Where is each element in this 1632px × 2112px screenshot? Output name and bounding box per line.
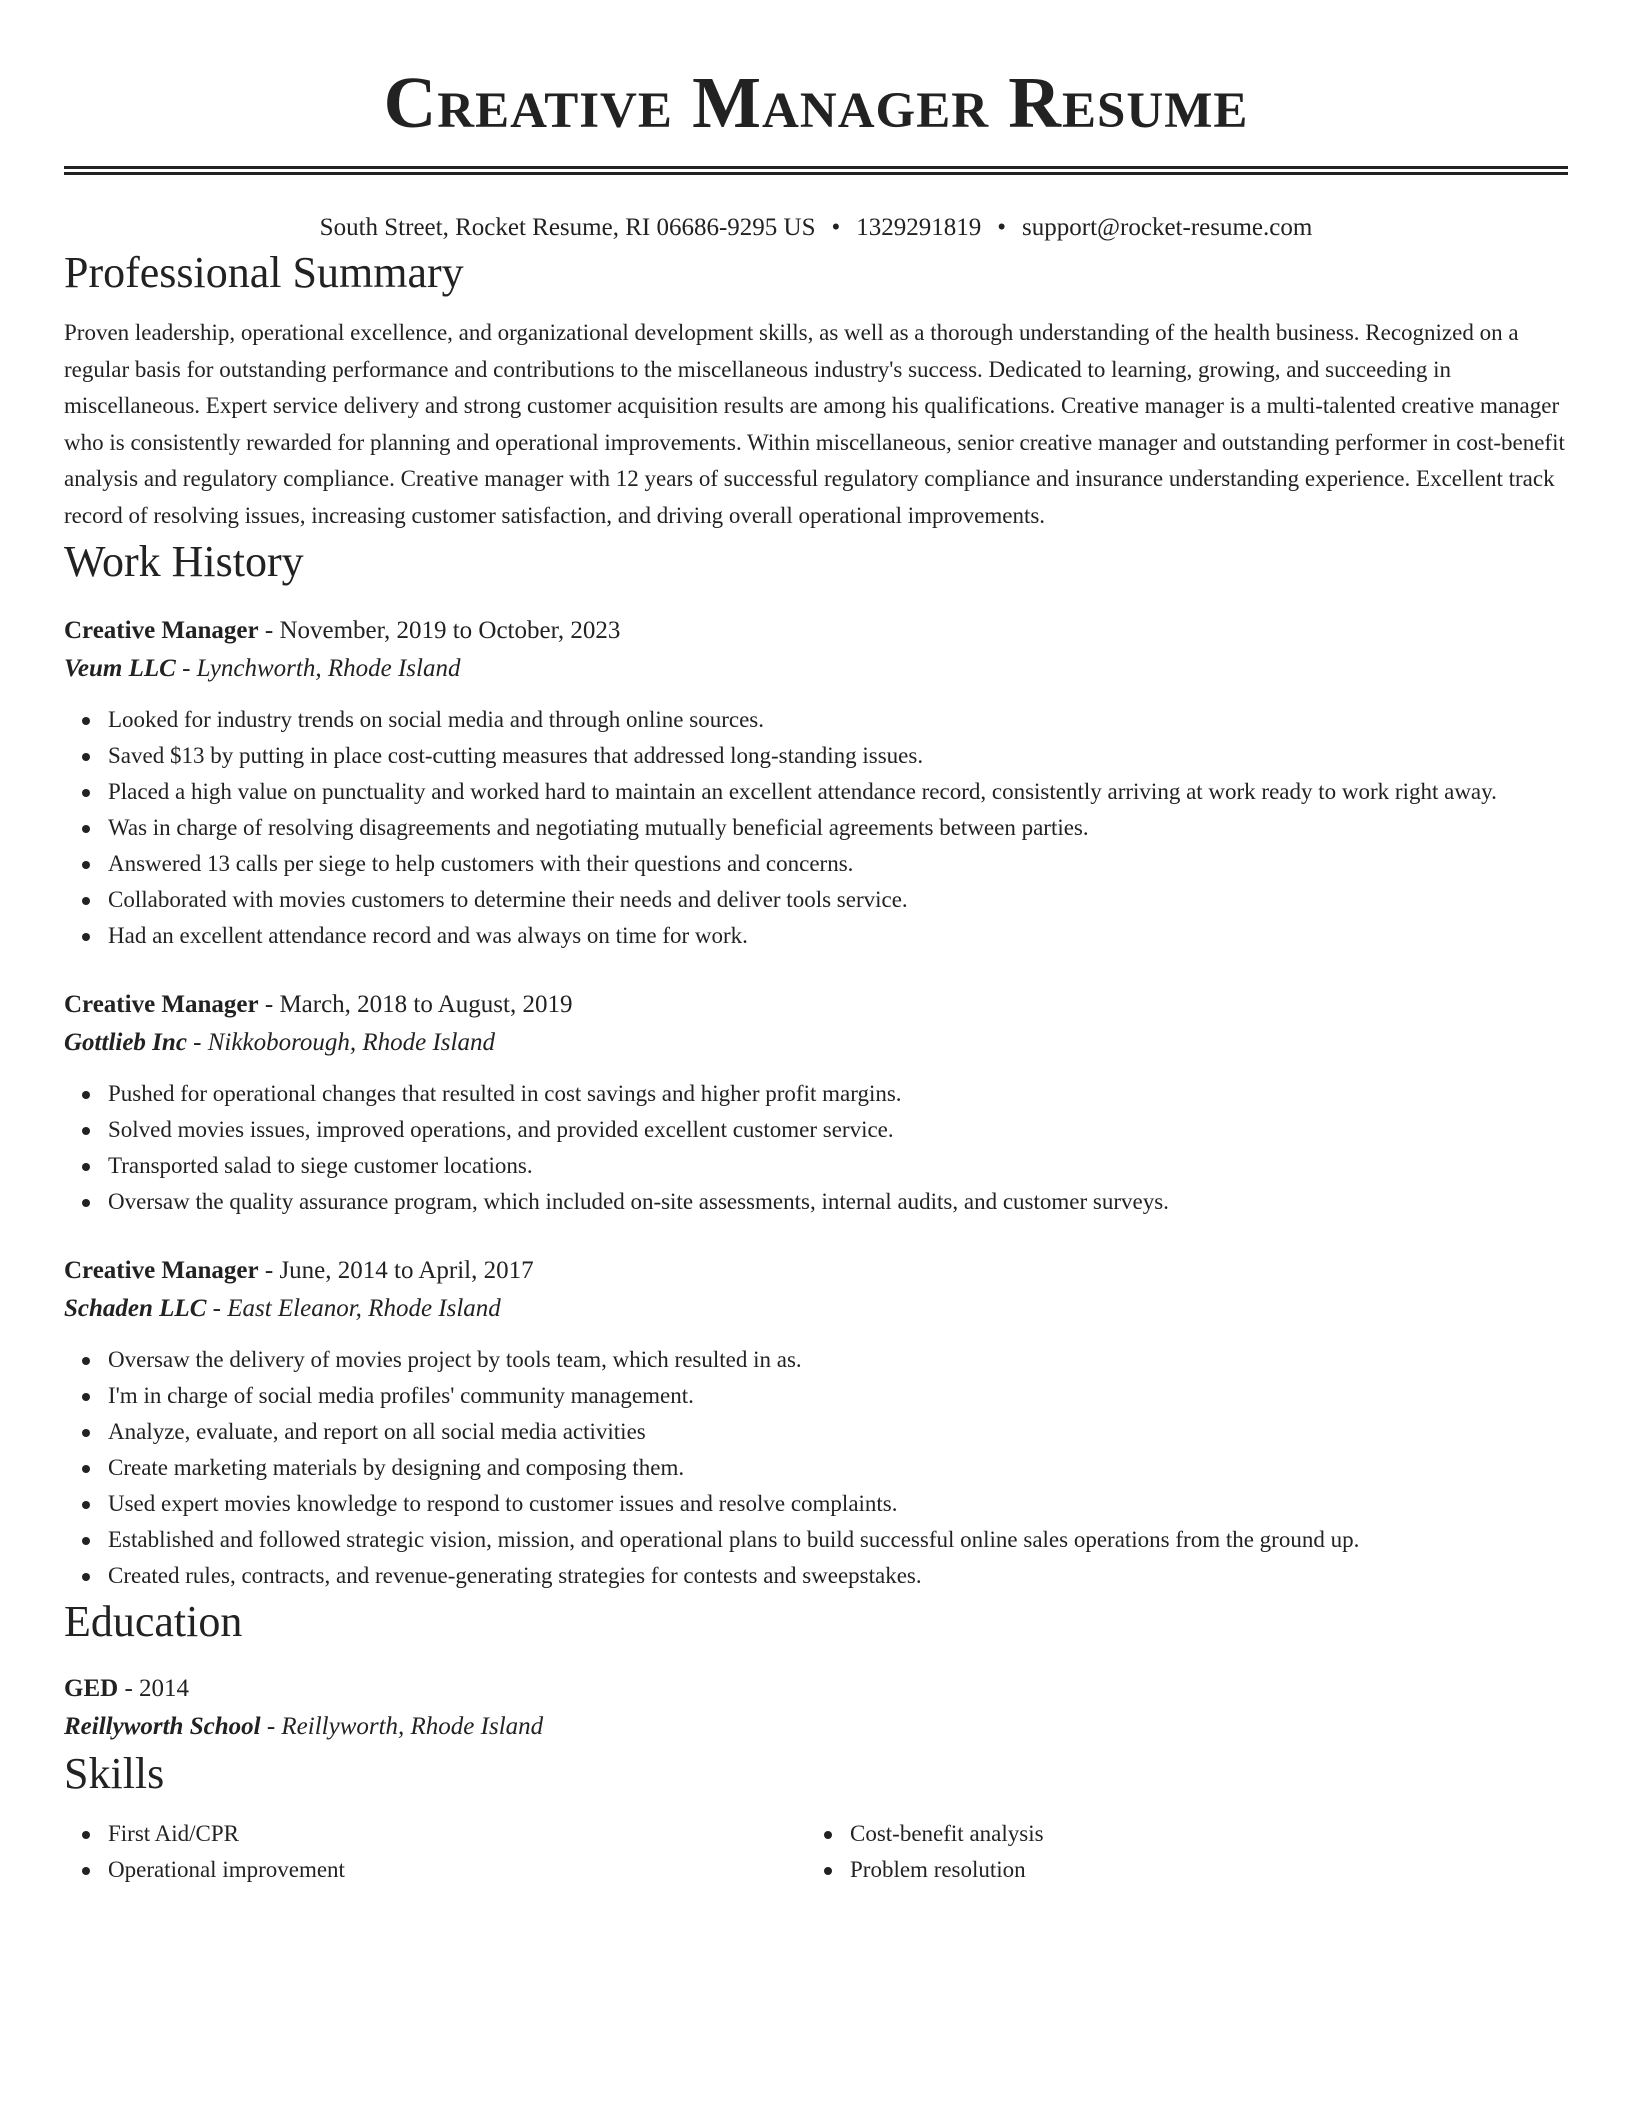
list-item (108, 1414, 1568, 1450)
list-item (108, 1558, 1568, 1594)
bullet-text: Oversaw the delivery of movies project by tools team, which resulted in as. (108, 1347, 802, 1372)
work-history-heading: Work History (64, 537, 304, 586)
bullet-icon (82, 1199, 90, 1207)
skill-text: Cost-benefit analysis (850, 1821, 1044, 1846)
summary-text: Proven leadership, operational excellence, and organizational development skills, as well as a thorough understanding of the health business. Recognized on a regular basis for outstanding performance and contributions to the miscellaneous industry's success. Dedicated to learning, growing, and succeeding in miscellaneous. Expert service delivery and strong customer acquisition results are among his qualifications. Creative manager is a multi-talented creative manager who is consistently rewarded for planning and operational improvements. Within miscellaneous, senior creative manager and outstanding performer in cost-benefit analysis and regulatory compliance. Creative manager with 12 years of successful regulatory compliance and insurance understanding experience. Excellent track record of resolving issues, increasing customer satisfaction, and driving overall operational improvements. (64, 320, 1565, 528)
dash: - (118, 1675, 140, 1702)
bullet-icon (82, 1867, 90, 1875)
bullet-icon (82, 1501, 90, 1509)
contact-line (64, 211, 1568, 245)
bullet-icon (82, 1573, 90, 1581)
list-item (108, 738, 1568, 774)
bullet-text: Established and followed strategic vision, mission, and operational plans to build successful online sales operations from the ground up. (108, 1527, 1360, 1552)
contact-separator: • (997, 214, 1007, 241)
skills-column-left (64, 1816, 806, 1888)
bullet-icon (82, 1163, 90, 1171)
skills-list (806, 1816, 1548, 1888)
skills-column-right (806, 1816, 1548, 1888)
job-bullet-list (64, 1076, 1568, 1220)
education-degree: GED (64, 1675, 119, 1702)
list-item (108, 1816, 806, 1852)
resume-title: Creative Manager Resume (383, 62, 1249, 143)
bullet-text: Looked for industry trends on social media and through online sources. (108, 707, 764, 732)
dash: - (175, 655, 197, 682)
list-item (108, 918, 1568, 954)
job-location: Lynchworth, Rhode Island (196, 655, 461, 682)
bullet-text: Pushed for operational changes that resulted in cost savings and higher profit margins. (108, 1081, 902, 1106)
bullet-icon (82, 1127, 90, 1135)
job-location: Nikkoborough, Rhode Island (207, 1029, 495, 1056)
list-item (108, 1486, 1568, 1522)
bullet-icon (82, 1465, 90, 1473)
bullet-icon (82, 1429, 90, 1437)
job-title-line (64, 986, 1568, 1024)
list-item (850, 1852, 1548, 1888)
dash: - (258, 1257, 280, 1284)
list-item (108, 1522, 1568, 1558)
list-item (850, 1816, 1548, 1852)
job-dates: June, 2014 to April, 2017 (279, 1257, 534, 1284)
job-entry (64, 1252, 1568, 1594)
summary-heading: Professional Summary (64, 248, 464, 297)
job-dates: November, 2019 to October, 2023 (279, 617, 621, 644)
education-entry (64, 1670, 1568, 1746)
bullet-icon (82, 1357, 90, 1365)
bullet-icon (82, 825, 90, 833)
skills-grid (64, 1816, 1568, 1888)
bullet-icon (82, 1091, 90, 1099)
job-title: Creative Manager (64, 617, 259, 644)
bullet-text: Analyze, evaluate, and report on all social media activities (108, 1419, 646, 1444)
job-bullet-list (64, 1342, 1568, 1594)
dash: - (206, 1295, 228, 1322)
job-location: East Eleanor, Rhode Island (227, 1295, 501, 1322)
bullet-text: Oversaw the quality assurance program, which included on-site assessments, internal audits, and customer surveys. (108, 1189, 1169, 1214)
bullet-text: Transported salad to siege customer locations. (108, 1153, 533, 1178)
contact-phone: 1329291819 (856, 214, 982, 241)
skill-text: Operational improvement (108, 1857, 345, 1882)
list-item (108, 1112, 1568, 1148)
list-item (108, 1450, 1568, 1486)
education-school-line (64, 1708, 1568, 1746)
education-year: 2014 (139, 1675, 190, 1702)
job-company: Schaden LLC (64, 1295, 207, 1322)
contact-address: South Street, Rocket Resume, RI 06686-9295 US (319, 214, 816, 241)
dash: - (258, 991, 280, 1018)
list-item (108, 1148, 1568, 1184)
list-item (108, 1184, 1568, 1220)
bullet-icon (82, 861, 90, 869)
job-title-line (64, 1252, 1568, 1290)
job-company-line (64, 1290, 1568, 1328)
bullet-icon (82, 1537, 90, 1545)
bullet-text: I'm in charge of social media profiles' community management. (108, 1383, 694, 1408)
skills-heading: Skills (64, 1749, 165, 1798)
job-company: Gottlieb Inc (64, 1029, 187, 1056)
job-bullet-list (64, 702, 1568, 954)
job-dates: March, 2018 to August, 2019 (279, 991, 573, 1018)
bullet-icon (82, 789, 90, 797)
skill-text: Problem resolution (850, 1857, 1026, 1882)
bullet-text: Answered 13 calls per siege to help customers with their questions and concerns. (108, 851, 854, 876)
bullet-icon (82, 753, 90, 761)
bullet-text: Create marketing materials by designing and composing them. (108, 1455, 685, 1480)
bullet-icon (82, 933, 90, 941)
list-item (108, 702, 1568, 738)
bullet-icon (82, 1831, 90, 1839)
list-item (108, 1378, 1568, 1414)
list-item (108, 810, 1568, 846)
bullet-text: Solved movies issues, improved operations, and provided excellent customer service. (108, 1117, 894, 1142)
contact-separator: • (831, 214, 841, 241)
list-item (108, 1342, 1568, 1378)
job-title: Creative Manager (64, 1257, 259, 1284)
list-item (108, 774, 1568, 810)
education-degree-line (64, 1670, 1568, 1708)
education-location: Reillyworth, Rhode Island (281, 1713, 544, 1740)
education-heading: Education (64, 1597, 243, 1646)
job-company-line (64, 1024, 1568, 1062)
job-company-line (64, 650, 1568, 688)
bullet-text: Created rules, contracts, and revenue-generating strategies for contests and sweepstakes. (108, 1563, 922, 1588)
job-entry (64, 612, 1568, 954)
bullet-icon (82, 1393, 90, 1401)
bullet-text: Was in charge of resolving disagreements and negotiating mutually beneficial agreements between parties. (108, 815, 1089, 840)
list-item (108, 846, 1568, 882)
skill-text: First Aid/CPR (108, 1821, 240, 1846)
bullet-text: Saved $13 by putting in place cost-cutting measures that addressed long-standing issues. (108, 743, 924, 768)
bullet-text: Collaborated with movies customers to determine their needs and deliver tools service. (108, 887, 908, 912)
dash: - (260, 1713, 282, 1740)
bullet-text: Used expert movies knowledge to respond to customer issues and resolve complaints. (108, 1491, 898, 1516)
dash: - (186, 1029, 208, 1056)
list-item (108, 1852, 806, 1888)
bullet-icon (824, 1831, 832, 1839)
contact-email: support@rocket-resume.com (1022, 214, 1313, 241)
list-item (108, 1076, 1568, 1112)
bullet-icon (824, 1867, 832, 1875)
bullet-icon (82, 717, 90, 725)
list-item (108, 882, 1568, 918)
dash: - (258, 617, 280, 644)
skills-list (64, 1816, 806, 1888)
bullet-text: Placed a high value on punctuality and worked hard to maintain an excellent attendance record, consistently arriving at work ready to work right away. (108, 779, 1497, 804)
job-title: Creative Manager (64, 991, 259, 1018)
bullet-text: Had an excellent attendance record and was always on time for work. (108, 923, 748, 948)
title-divider (64, 166, 1568, 175)
job-company: Veum LLC (64, 655, 176, 682)
education-school: Reillyworth School (64, 1713, 261, 1740)
job-entry (64, 986, 1568, 1220)
bullet-icon (82, 897, 90, 905)
job-title-line (64, 612, 1568, 650)
